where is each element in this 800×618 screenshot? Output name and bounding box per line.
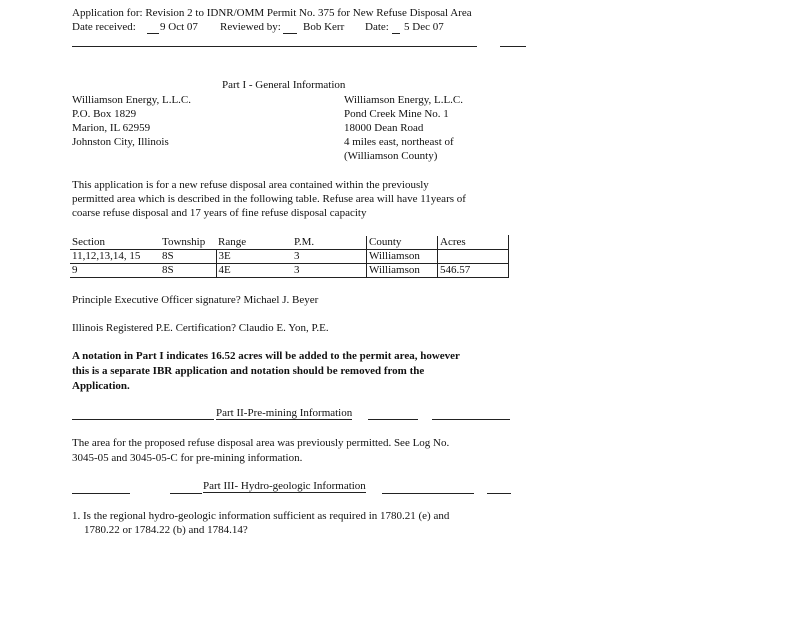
date-received-label: Date received: (72, 21, 136, 33)
table-cell: 3 (292, 250, 367, 264)
review-date-value: 5 Dec 07 (404, 21, 444, 33)
table-cell: 8S (160, 264, 216, 278)
address-line: 4 miles east, northeast of (344, 136, 454, 148)
reviewer-name: Bob Kerr (303, 21, 345, 33)
address-line: Pond Creek Mine No. 1 (344, 108, 449, 120)
part-3-rule-right (382, 493, 474, 494)
reviewed-by-label: Reviewed by: (220, 21, 281, 33)
table-header-row (70, 236, 509, 250)
header-divider-end (500, 46, 526, 47)
table-row (70, 264, 509, 278)
table-cell (438, 250, 509, 264)
column-header: Township (160, 236, 216, 250)
address-line: Williamson Energy, L.L.C. (344, 94, 464, 106)
table-row (70, 250, 509, 264)
reviewer-rule (283, 33, 297, 34)
application-title: Application for: Revision 2 to IDNR/OMM Permit No. 375 for New Refuse Disposal Area (72, 7, 472, 19)
table-cell: 9 (70, 264, 160, 278)
review-date-label: Date: (365, 21, 389, 33)
address-line: P.O. Box 1829 (72, 108, 137, 120)
question-line: 1. Is the regional hydro-geologic information sufficient as required in 1780.21 (e) and (72, 510, 450, 522)
column-header: Range (216, 236, 292, 250)
column-header: Acres (438, 236, 509, 250)
paragraph-line: permitted area which is described in the following table. Refuse area will have 11years of (72, 193, 466, 205)
table-cell: 11,12,13,14, 15 (70, 250, 160, 264)
part-3-title: Part III- Hydro-geologic Information (203, 480, 366, 492)
table-cell: 3 (292, 264, 367, 278)
review-date-rule (392, 33, 400, 34)
notation-line: this is a separate IBR application and notation should be removed from the (72, 365, 425, 377)
paragraph-line: This application is for a new refuse disposal area contained within the previously (72, 179, 429, 191)
table-cell: 4E (216, 264, 292, 278)
table-cell: Williamson (367, 264, 438, 278)
table-cell: 3E (216, 250, 292, 264)
location-table (70, 235, 509, 278)
part-2-title: Part II-Pre-mining Information (216, 407, 353, 419)
header-divider (72, 46, 477, 47)
notation-line: Application. (72, 380, 130, 392)
notation-line: A notation in Part I indicates 16.52 acres will be added to the permit area, however (72, 350, 460, 362)
part-2-rule-mid (368, 419, 418, 420)
certification-question: Illinois Registered P.E. Certification? Claudio E. Yon, P.E. (72, 322, 329, 334)
part-3-rule-left (72, 493, 130, 494)
column-header: County (367, 236, 438, 250)
part-3-rule-mid (170, 493, 202, 494)
paragraph-line: coarse refuse disposal and 17 years of fine refuse disposal capacity (72, 207, 367, 219)
part-3-rule-end (487, 493, 511, 494)
column-header: P.M. (292, 236, 367, 250)
date-received-rule (147, 33, 159, 34)
paragraph-line: 3045-05 and 3045-05-C for pre-mining information. (72, 452, 303, 464)
paragraph-line: The area for the proposed refuse disposal area was previously permitted. See Log No. (72, 437, 450, 449)
column-header: Section (70, 236, 160, 250)
table-cell: 546.57 (438, 264, 509, 278)
part-1-title: Part I - General Information (222, 79, 346, 91)
address-line: Williamson Energy, L.L.C. (72, 94, 192, 106)
table-cell: Williamson (367, 250, 438, 264)
address-line: 18000 Dean Road (344, 122, 424, 134)
address-line: (Williamson County) (344, 150, 438, 162)
date-received-value: 9 Oct 07 (160, 21, 198, 33)
part-2-rule-right (432, 419, 510, 420)
part-2-rule-left (72, 419, 214, 420)
address-line: Marion, IL 62959 (72, 122, 151, 134)
question-line: 1780.22 or 1784.22 (b) and 1784.14? (84, 524, 248, 536)
signature-question: Principle Executive Officer signature? Michael J. Beyer (72, 294, 319, 306)
address-line: Johnston City, Illinois (72, 136, 169, 148)
table-cell: 8S (160, 250, 216, 264)
